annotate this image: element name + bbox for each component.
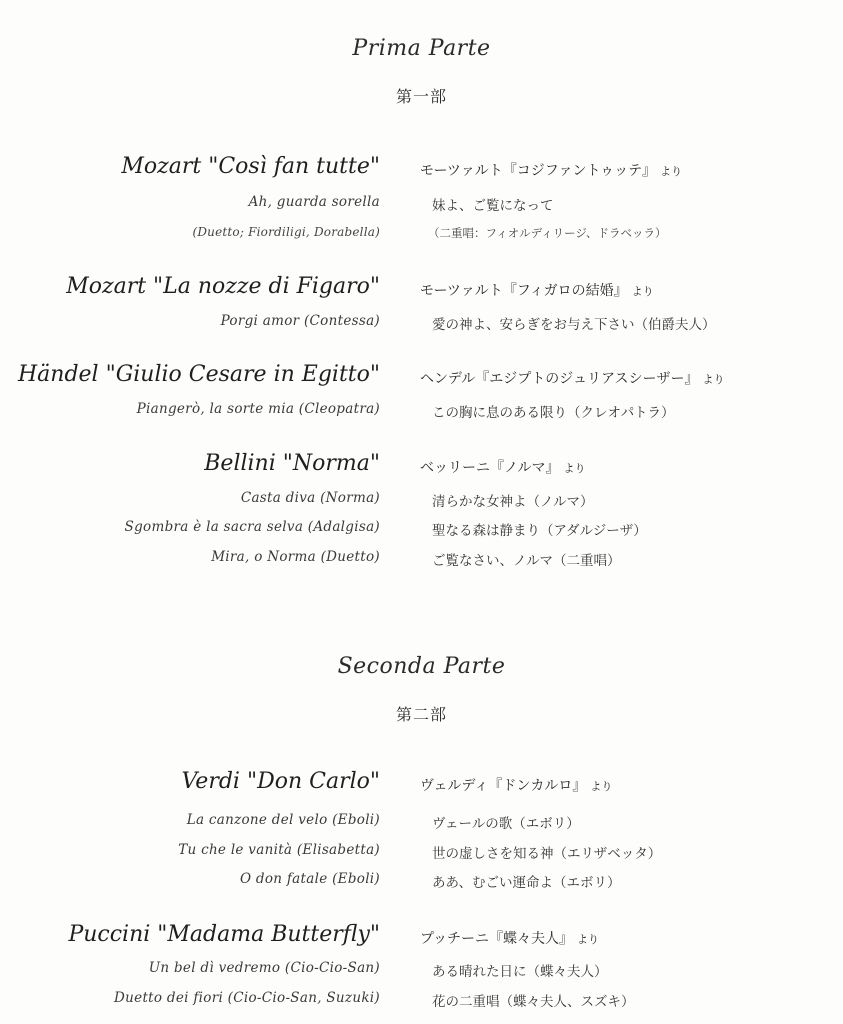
work-title-italian: Mozart "Così fan tutte" [121, 154, 380, 179]
aria-row [0, 194, 843, 222]
aria-row [0, 842, 843, 870]
work-title-italian: Verdi "Don Carlo" [181, 769, 380, 794]
aria-italian: Sgombra è la sacra selva (Adalgisa) [124, 519, 380, 535]
part-title: Prima Parte [352, 36, 491, 61]
work-title-japanese: ヴェルディ『ドンカルロ』 より [420, 778, 613, 794]
aria-italian: Mira, o Norma (Duetto) [211, 549, 380, 565]
aria-row [0, 871, 843, 899]
aria-row [0, 401, 843, 429]
aria-italian: (Duetto; Fiordiligi, Dorabella) [192, 225, 380, 239]
work-title-japanese: モーツァルト『フィガロの結婚』 より [420, 283, 654, 299]
work-title-japanese: ヘンデル『エジプトのジュリアスシーザー』 より [420, 371, 725, 387]
aria-italian: Ah, guarda sorella [248, 194, 380, 210]
work-title-japanese: プッチーニ『蝶々夫人』 より [420, 931, 600, 947]
aria-row [0, 313, 843, 341]
aria-italian: Porgi amor (Contessa) [220, 313, 380, 329]
aria-japanese: ヴェールの歌（エボリ） [432, 816, 580, 832]
work-header [0, 154, 843, 186]
work-header [0, 769, 843, 801]
aria-japanese: ああ、むごい運命よ（エボリ） [432, 875, 621, 891]
work-title-italian: Puccini "Madama Butterfly" [68, 922, 380, 947]
work-title-italian: Bellini "Norma" [204, 451, 380, 476]
aria-japanese: 世の虚しさを知る神（エリザベッタ） [432, 846, 662, 862]
aria-japanese: 花の二重唱（蝶々夫人、スズキ） [432, 994, 635, 1010]
aria-italian: Un bel dì vedremo (Cio-Cio-San) [148, 960, 380, 976]
aria-italian: Tu che le vanità (Elisabetta) [178, 842, 380, 858]
part-subtitle: 第二部 [395, 705, 447, 724]
aria-japanese: この胸に息のある限り（クレオパトラ） [432, 405, 675, 421]
aria-row [0, 812, 843, 840]
aria-japanese: 聖なる森は静まり（アダルジーザ） [432, 523, 647, 539]
work-header [0, 451, 843, 483]
aria-italian: La canzone del velo (Eboli) [186, 812, 380, 828]
work-title-japanese: ベッリーニ『ノルマ』 より [420, 460, 586, 476]
work-title-japanese: モーツァルト『コジファントゥッテ』 より [420, 163, 683, 179]
aria-row [0, 225, 843, 253]
aria-row [0, 960, 843, 988]
aria-japanese: ご覧なさい、ノルマ（二重唱） [432, 553, 621, 569]
work-header [0, 362, 843, 394]
aria-row [0, 549, 843, 577]
aria-italian: Duetto dei fiori (Cio-Cio-San, Suzuki) [114, 990, 380, 1006]
aria-row [0, 490, 843, 518]
aria-row [0, 990, 843, 1018]
work-title-italian: Mozart "La nozze di Figaro" [66, 274, 380, 299]
part-title: Seconda Parte [337, 654, 506, 679]
aria-japanese: 清らかな女神よ（ノルマ） [432, 494, 594, 510]
aria-japanese: ある晴れた日に（蝶々夫人） [432, 964, 608, 980]
aria-japanese: 愛の神よ、安らぎをお与え下さい（伯爵夫人） [432, 317, 716, 333]
aria-italian: Casta diva (Norma) [240, 490, 380, 506]
aria-japanese: （二重唱：フィオルディリージ、ドラベッラ） [428, 226, 667, 240]
work-header [0, 922, 843, 954]
aria-italian: O don fatale (Eboli) [239, 871, 380, 887]
aria-japanese: 妹よ、ご覧になって [432, 198, 554, 214]
part-subtitle: 第一部 [395, 87, 447, 106]
aria-row [0, 519, 843, 547]
aria-italian: Piangerò, la sorte mia (Cleopatra) [136, 401, 380, 417]
work-title-italian: Händel "Giulio Cesare in Egitto" [17, 362, 380, 387]
work-header [0, 274, 843, 306]
